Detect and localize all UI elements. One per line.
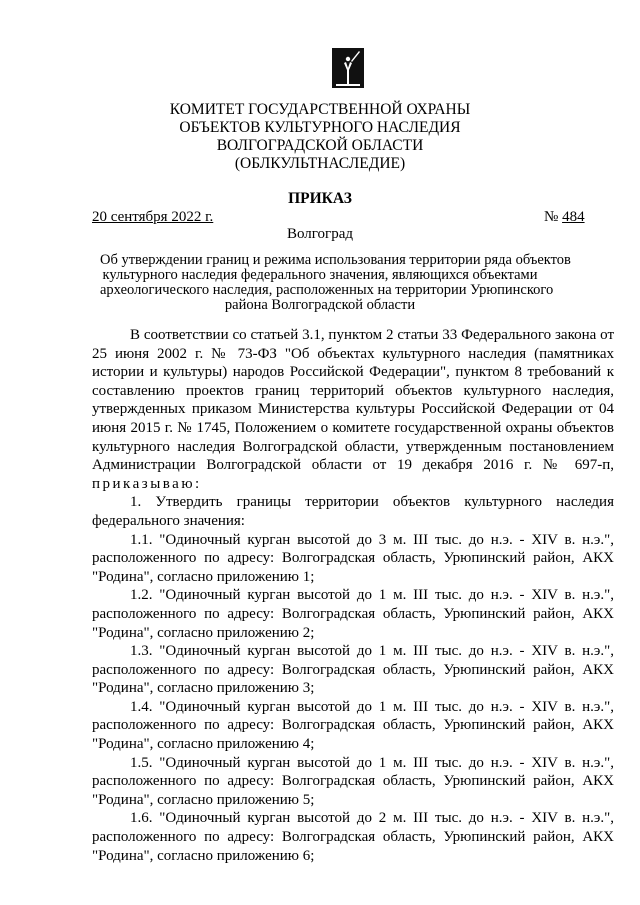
subitem-1-5: 1.5. "Одиночный курган высотой до 1 м. III тыс. до н.э. - XIV в. н.э.", расположенного по адресу: Волгоградская область, Урюпинский район, АКХ "Родина", согласно приложению 5; — [92, 754, 614, 808]
preamble-text: В соответствии со статьей 3.1, пунктом 2 статьи 33 Федерального закона от 25 июня 2002 г. № 73-ФЗ "Об объектах культурного наследия (памятниках истории и культуры) народов Российской Федерации", пунктом 8 требований к составлению проектов границ территорий объектов культурного наследия, утвержденных приказом Министерства культуры Российской Федерации от 04 июня 2015 г. № 1745, Положением о комитете государственной охраны объектов культурного наследия Волгоградской области, утвержденным постановлением Администрации Волгоградской области от 19 декабря 2016 г. № 697-п, — [92, 327, 614, 474]
volgograd-emblem-icon — [332, 48, 364, 88]
subitem-1-1: 1.1. "Одиночный курган высотой до 3 м. III тыс. до н.э. - XIV в. н.э.", расположенного по адресу: Волгоградская область, Урюпинский район, АКХ "Родина", согласно приложению 1; — [92, 531, 614, 585]
subject-line: района Волгоградской области — [224, 297, 416, 313]
order-body — [92, 326, 614, 865]
organization-name — [0, 101, 640, 173]
preamble-keyword: приказываю: — [92, 475, 202, 492]
order-subject — [100, 252, 571, 313]
subject-line: археологического наследия, расположенных на территории Урюпинского — [100, 282, 554, 298]
document-title: ПРИКАЗ — [288, 190, 352, 207]
subitem-1-3: 1.3. "Одиночный курган высотой до 1 м. III тыс. до н.э. - XIV в. н.э.", расположенного по адресу: Волгоградская область, Урюпинский район, АКХ "Родина", согласно приложению 3; — [92, 643, 614, 697]
subitem-1-6: 1.6. "Одиночный курган высотой до 2 м. III тыс. до н.э. - XIV в. н.э.", расположенного по адресу: Волгоградская область, Урюпинский район, АКХ "Родина", согласно приложению 6; — [92, 810, 614, 864]
order-number — [544, 209, 585, 226]
subitem-1-2: 1.2. "Одиночный курган высотой до 1 м. III тыс. до н.э. - XIV в. н.э.", расположенного по адресу: Волгоградская область, Урюпинский район, АКХ "Родина", согласно приложению 2; — [92, 587, 614, 641]
subitem-1-4: 1.4. "Одиночный курган высотой до 1 м. III тыс. до н.э. - XIV в. н.э.", расположенного по адресу: Волгоградская область, Урюпинский район, АКХ "Родина", согласно приложению 4; — [92, 698, 614, 753]
org-line: КОМИТЕТ ГОСУДАРСТВЕННОЙ ОХРАНЫ — [169, 101, 471, 118]
org-line: ОБЪЕКТОВ КУЛЬТУРНОГО НАСЛЕДИЯ — [179, 119, 461, 136]
preamble-paragraph — [92, 326, 614, 493]
subject-line: Об утверждении границ и режима использования территории ряда объектов — [100, 252, 571, 268]
order-city: Волгоград — [286, 226, 353, 242]
order-date: 20 сентября 2022 г. — [92, 209, 214, 225]
org-line: ВОЛГОГРАДСКОЙ ОБЛАСТИ — [216, 137, 424, 154]
subject-line: культурного наследия федерального значения, являющихся объектами — [102, 267, 538, 283]
order-number-prefix: № — [544, 209, 563, 225]
org-line: (ОБЛКУЛЬТНАСЛЕДИЕ) — [234, 155, 406, 172]
item-1: 1. Утвердить границы территории объектов культурного наследия федерального значения: — [92, 494, 614, 529]
order-number-value: 484 — [562, 209, 585, 225]
